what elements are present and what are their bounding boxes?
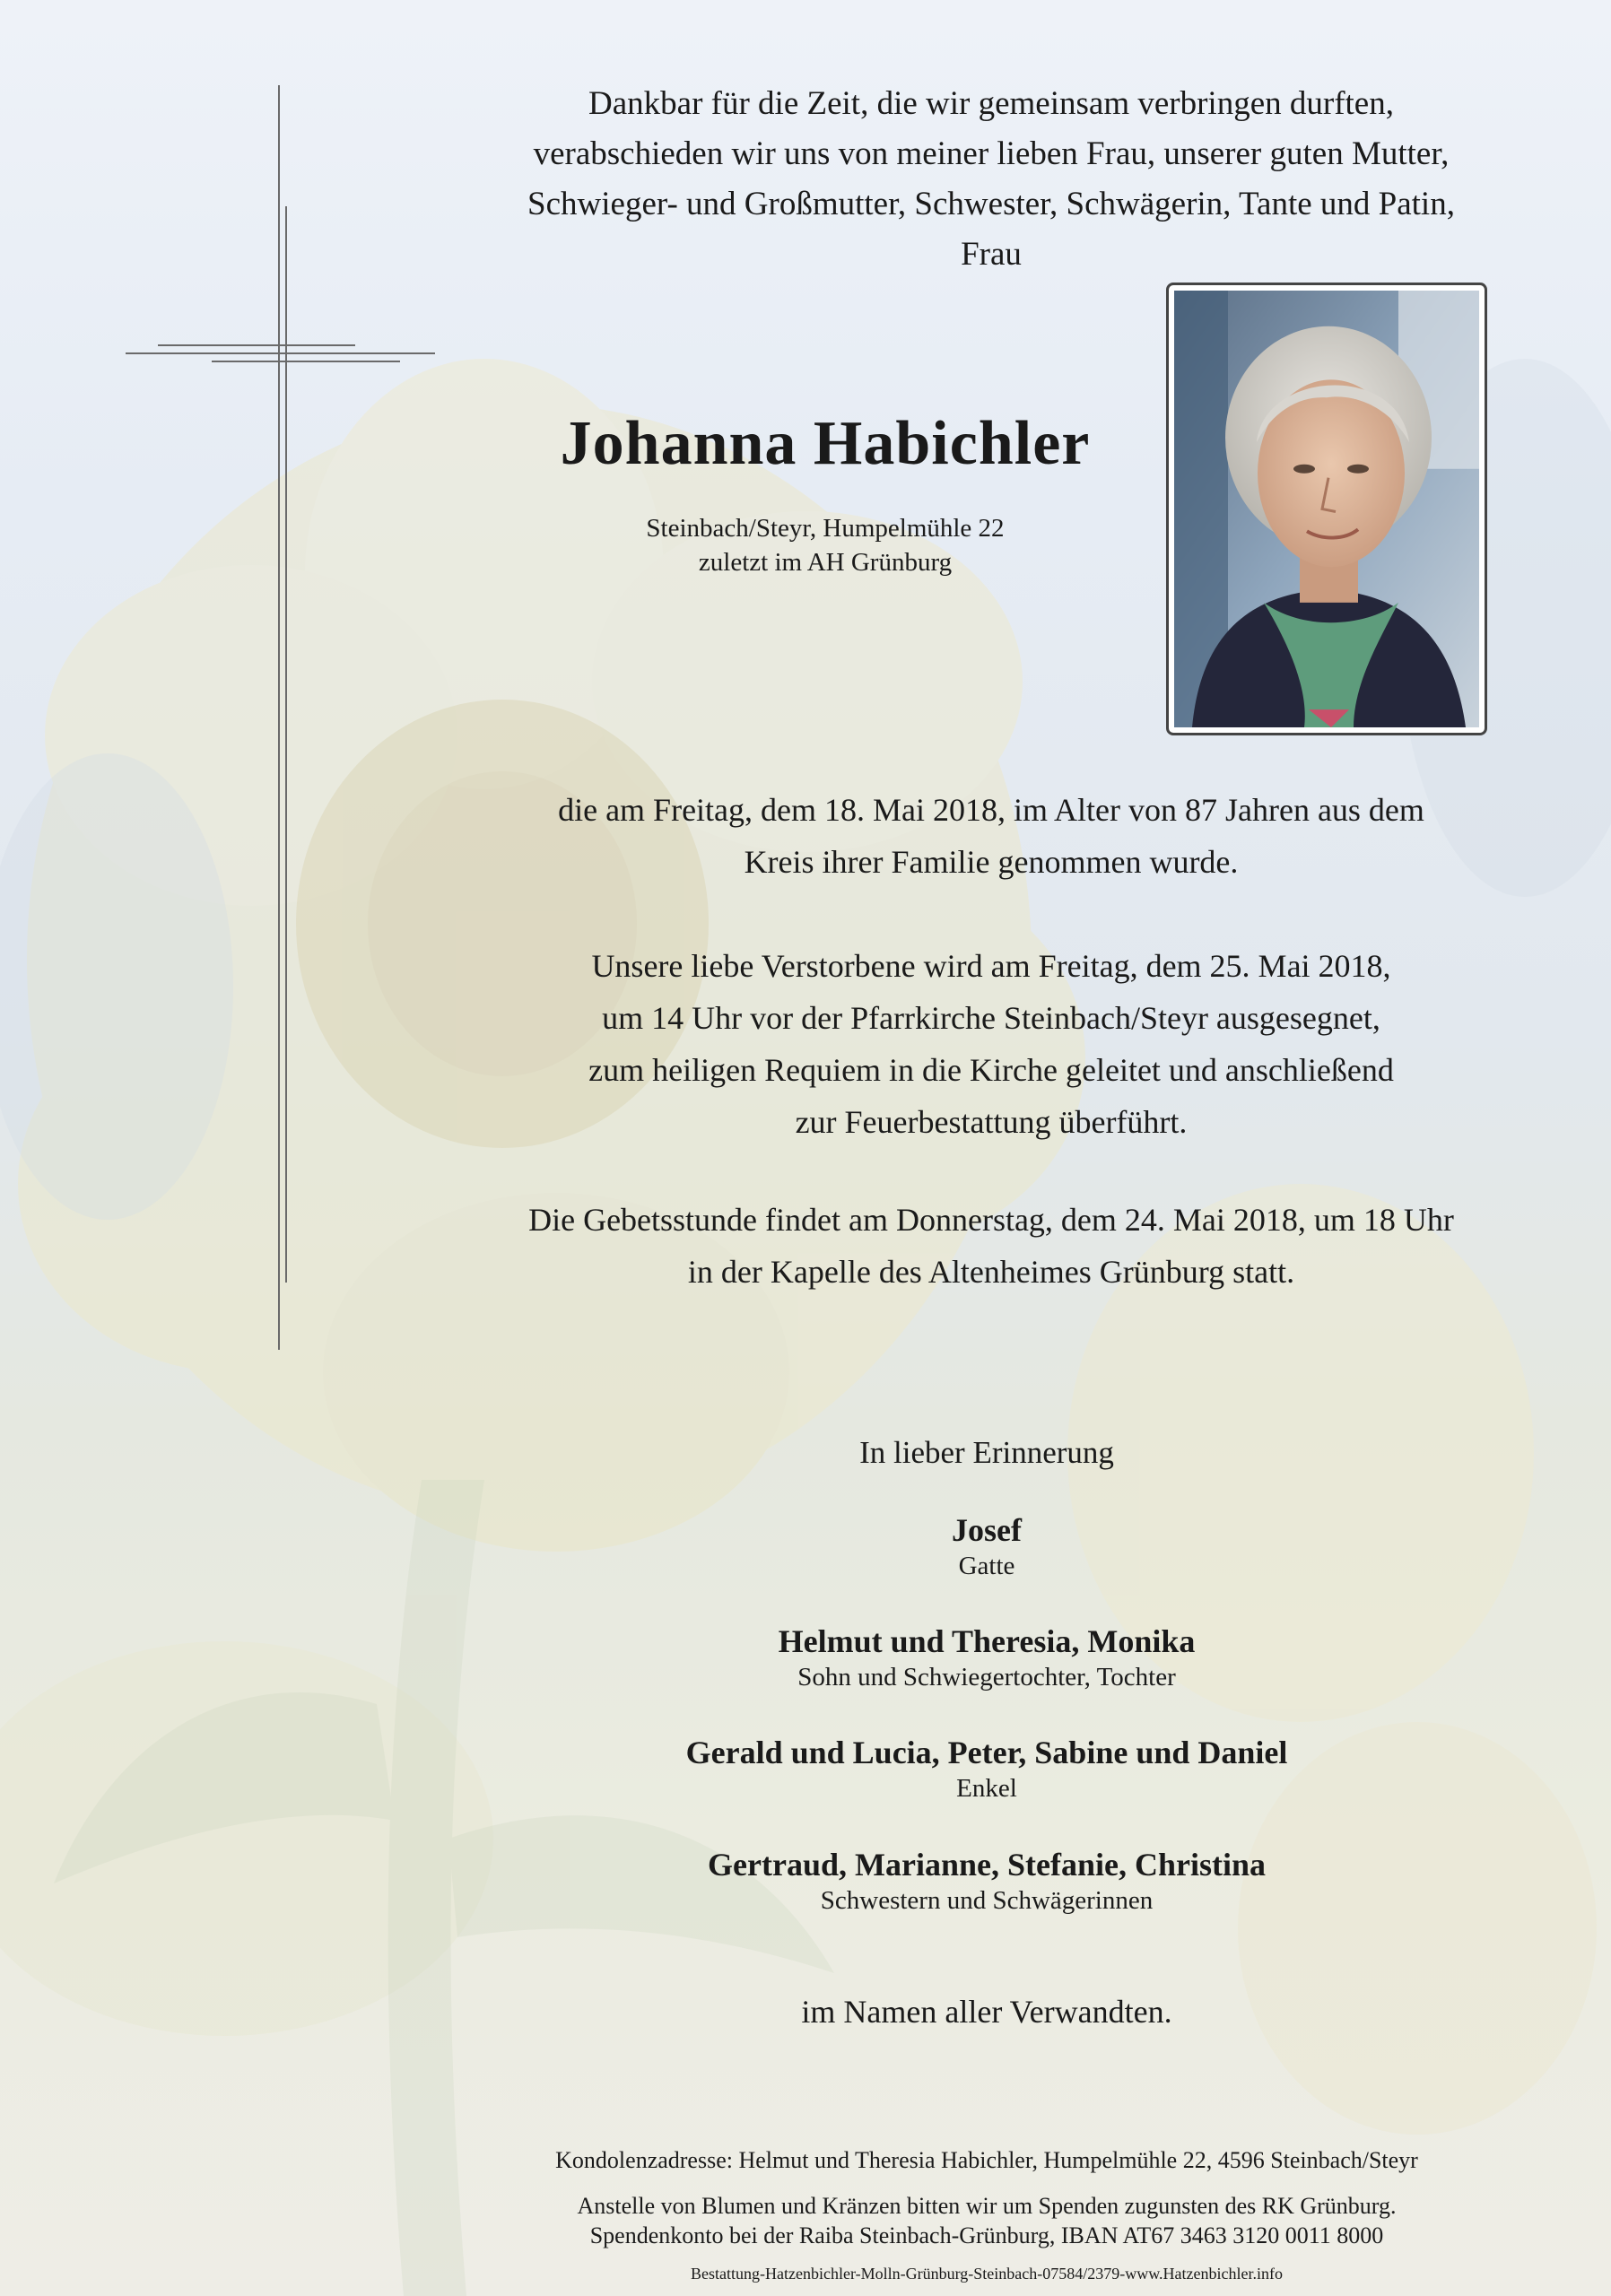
mourner-relation: Enkel bbox=[956, 1774, 1017, 1803]
intro-line: Frau bbox=[961, 236, 1022, 273]
death-notice-line: Kreis ihrer Familie genommen wurde. bbox=[744, 844, 1239, 880]
mourner-names: Helmut und Theresia, Monika bbox=[778, 1623, 1196, 1659]
prayer-line: in der Kapelle des Altenheimes Grünburg statt. bbox=[687, 1254, 1295, 1290]
condolence-address: Kondolenzadresse: Helmut und Theresia Habichler, Humpelmühle 22, 4596 Steinbach/Steyr bbox=[555, 2147, 1418, 2173]
portrait-image bbox=[1174, 291, 1479, 727]
deceased-address bbox=[556, 511, 1094, 579]
mourner-entry bbox=[574, 1510, 1399, 1582]
cross-vertical-line-short bbox=[285, 206, 287, 1283]
death-notice bbox=[466, 784, 1516, 888]
cross-horizontal-line-long bbox=[126, 352, 435, 354]
mourner-entry bbox=[574, 1622, 1399, 1693]
memory-heading: In lieber Erinnerung bbox=[859, 1435, 1114, 1470]
deceased-name: Johanna Habichler bbox=[560, 409, 1091, 478]
cross-vertical-line-long bbox=[278, 85, 280, 1350]
intro-line: Schwieger- und Großmutter, Schwester, Schwägerin, Tante und Patin, bbox=[527, 186, 1455, 222]
closing-line: im Namen aller Verwandten. bbox=[801, 1994, 1172, 2030]
mourner-names: Gerald und Lucia, Peter, Sabine und Daniel bbox=[685, 1735, 1288, 1770]
funeral-line: zur Feuerbestattung überführt. bbox=[795, 1104, 1188, 1140]
address-line: Steinbach/Steyr, Humpelmühle 22 bbox=[646, 514, 1005, 543]
funeral-line: Unsere liebe Verstorbene wird am Freitag, dem 25. Mai 2018, bbox=[591, 948, 1391, 984]
mourner-names: Josef bbox=[952, 1512, 1022, 1548]
address-line: zuletzt im AH Grünburg bbox=[698, 548, 953, 577]
prayer-line: Die Gebetsstunde findet am Donnerstag, dem 24. Mai 2018, um 18 Uhr bbox=[528, 1202, 1454, 1238]
funeral-line: um 14 Uhr vor der Pfarrkirche Steinbach/Steyr ausgesegnet, bbox=[602, 1000, 1380, 1036]
donation-note bbox=[448, 2191, 1525, 2250]
mourner-entry bbox=[574, 1733, 1399, 1805]
funeral-home-footer: Bestattung-Hatzenbichler-Molln-Grünburg-Steinbach-07584/2379-www.Hatzenbichler.info bbox=[691, 2265, 1283, 2283]
cross-horizontal-line-upper bbox=[158, 344, 355, 346]
mourner-relation: Schwestern und Schwägerinnen bbox=[820, 1886, 1154, 1915]
mourner-relation: Gatte bbox=[958, 1552, 1015, 1580]
donation-line: Anstelle von Blumen und Kränzen bitten wir um Spenden zugunsten des RK Grünburg. bbox=[577, 2193, 1397, 2219]
intro-text bbox=[484, 79, 1498, 280]
death-notice-line: die am Freitag, dem 18. Mai 2018, im Alter von 87 Jahren aus dem bbox=[558, 792, 1424, 828]
portrait-photo bbox=[1166, 283, 1487, 735]
intro-line: Dankbar für die Zeit, die wir gemeinsam verbringen durften, bbox=[588, 85, 1394, 122]
mourner-names: Gertraud, Marianne, Stefanie, Christina bbox=[708, 1847, 1266, 1883]
funeral-line: zum heiligen Requiem in die Kirche geleitet und anschließend bbox=[588, 1052, 1394, 1088]
intro-line: verabschieden wir uns von meiner lieben Frau, unserer guten Mutter, bbox=[533, 135, 1450, 172]
funeral-details bbox=[466, 940, 1516, 1148]
prayer-hour bbox=[466, 1194, 1516, 1298]
cross-horizontal-line-lower bbox=[212, 361, 400, 362]
mourner-relation: Sohn und Schwiegertochter, Tochter bbox=[797, 1663, 1176, 1692]
mourner-entry bbox=[574, 1845, 1399, 1917]
donation-line: Spendenkonto bei der Raiba Steinbach-Grünburg, IBAN AT67 3463 3120 0011 8000 bbox=[589, 2222, 1384, 2248]
